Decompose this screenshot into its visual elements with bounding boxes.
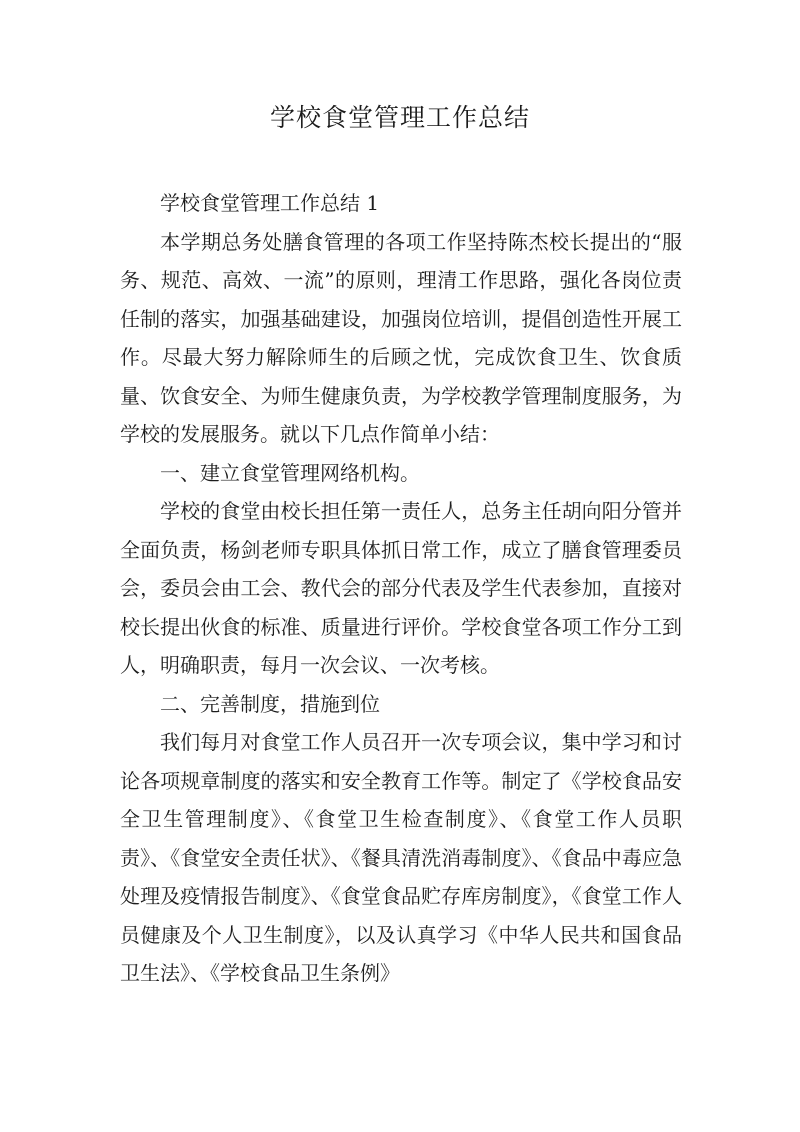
section-heading: 二、完善制度，措施到位 bbox=[160, 691, 380, 716]
paragraph: 学校的食堂由校长担任第一责任人，总务主任胡向阳分管并全面负责，杨剑老师专职具体抓日常工作，成立了膳食管理委员会，委员会由工会、教代会的部分代表及学生代表参加，直接对校长提出伙食的标准、质量进行评价。学校食堂各项工作分工到人，明确职责，每月一次会议、一次考核。 bbox=[120, 499, 682, 677]
section-heading: 学校食堂管理工作总结 1 bbox=[160, 191, 380, 215]
paragraph: 我们每月对食堂工作人员召开一次专项会议，集中学习和讨论各项规章制度的落实和安全教育工作等。制定了《学校食品安全卫生管理制度》、《食堂卫生检查制度》、《食堂工作人员职责》、《食堂安全责任状》、《餐具清洗消毒制度》、《食品中毒应急处理及疫情报告制度》、《食堂食品贮存库房制度》，《食堂工作人员健康及个人卫生制度》，以及认真学习《中华人民共和国食品卫生法》、《学校食品卫生条例》 bbox=[120, 730, 682, 985]
section-heading: 一、建立食堂管理网络机构。 bbox=[160, 460, 420, 485]
paragraph: 本学期总务处膳食管理的各项工作坚持陈杰校长提出的“服务、规范、高效、一流”的原则，理清工作思路，强化各岗位责任制的落实，加强基础建设，加强岗位培训，提倡创造性开展工作。尽最大努力解除师生的后顾之忧，完成饮食卫生、饮食质量、饮食安全、为师生健康负责，为学校教学管理制度服务，为学校的发展服务。就以下几点作简单小结： bbox=[120, 229, 682, 446]
document-body bbox=[120, 184, 682, 993]
document-title: 学校食堂管理工作总结 bbox=[269, 103, 530, 132]
